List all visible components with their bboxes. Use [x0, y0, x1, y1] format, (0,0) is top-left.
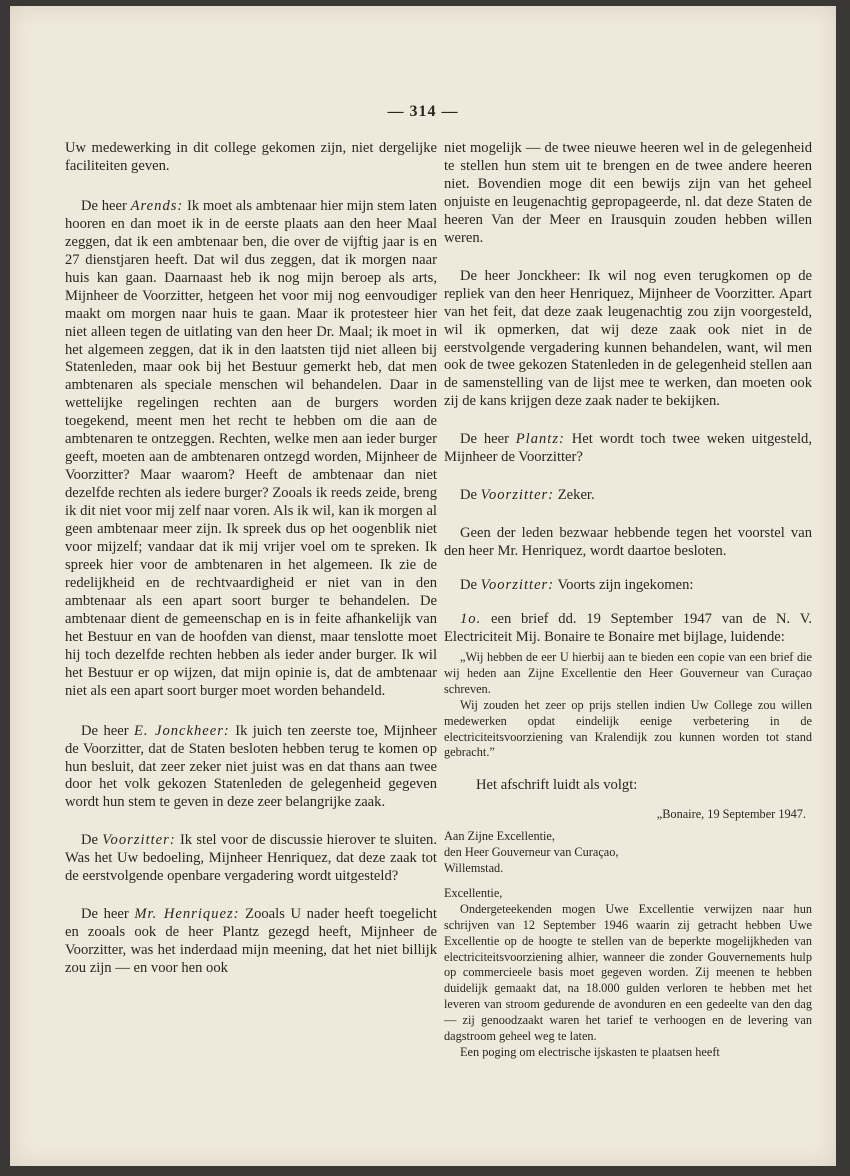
paragraph: De heer Arends: Ik moet als ambtenaar hier mijn stem laten hooren en dan moet ik in de eerste plaats aan den heer Maal zeggen, dat ik een ambtenaar ben, die over de vijftig jaar is en 27 dienstjaren heeft. Dat wil dus zeggen, dat ik morgen naar huis kan gaan. Daarnaast heb ik nog mijn beroep als arts, Mijnheer de Voorzitter, hetgeen het voor mij nog eenvoudiger maakt om morgen naar huis te gaan. Maar ik protesteer hier niet alleen tegen de uitlating van den heer Dr. Maal; ik moet in het algemeen zeggen, dat ik in den laatsten tijd niet alleen bij Statenleden, maar ook bij het Bestuur gemerkt heb, dat men ambtenaren als speciale menschen wil behandelen. Daar in wettelijke regelingen rechten aan de burgers worden toegekend, meent men het recht te hebben om die aan de ambtenaren te ontzeggen. Rechten, welke men aan ieder burger geeft, moeten aan de ambtenaren ontzegd worden, Mijnheer de Voorzitter? Maar waarom? Heeft de ambtenaar dan niet dezelfde rechten als iedere burger? Zooals ik reeds zeide, breng ik dit niet voor mij zelf naar voren. Als ik wil, kan ik morgen al geen ambtenaar meer zijn. Ik spreek dus op het oogenblik niet voor mijzelf; vandaar dat ik mij vrijer voel om te spreken. Ik spreek hier voor de ambtenaren in het algemeen. Ik zie de redelijkheid en de rechtvaardigheid er niet van in den ambtenaar als een apart soort burger te behandelen. De ambtenaar dient de gemeenschap en is in feite afhankelijk van het Bestuur en van de hoofden van dienst, maar tenslotte moet hij toch dezelfde rechten hebben als ieder ander burger. Ik wil het Bestuur er op wijzen, dat mijn opinie is, dat de ambtenaar niet als een apart soort burger moet worden behandeld.: [65, 197, 437, 699]
page-number: — 314 —: [387, 103, 459, 120]
letter-date: „Bonaire, 19 September 1947.: [656, 807, 806, 822]
paragraph: Uw medewerking in dit college gekomen zijn, niet dergelijke faciliteiten geven.: [65, 140, 437, 174]
quote-paragraph: „Wij hebben de eer U hierbij aan te bieden een copie van een brief die wij heden aan Zijne Excellentie den Heer Gouverneur van Curaçao schreven.: [444, 649, 812, 696]
letter-address: Willemstad.: [444, 860, 504, 875]
left-column: [65, 140, 437, 978]
quoted-letter: [444, 650, 812, 761]
quote-paragraph: Wij zouden het zeer op prijs stellen indien Uw College zou willen medewerken opdat eindelijk eenige verbetering in de electriciteitsvoorziening van Kralendijk zou kunnen worden tot stand gebracht.”: [444, 697, 812, 760]
paragraph: Het afschrift luidt als volgt:: [476, 777, 638, 794]
letter-salutation: Excellentie,: [444, 885, 503, 900]
speaker-name: Arends:: [130, 197, 184, 214]
document-page: [10, 6, 836, 1166]
copied-letter: [444, 807, 812, 1061]
paragraph: De Voorzitter: Voorts zijn ingekomen:: [460, 577, 694, 594]
speaker-name: Mr. Henriquez:: [134, 906, 240, 923]
speaker-name: Plantz:: [515, 431, 565, 448]
letter-body: Een poging om electrische ijskasten te plaatsen heeft: [460, 1044, 720, 1059]
speaker-name: Voorzitter:: [102, 832, 176, 849]
letter-body: Ondergeteekenden mogen Uwe Excellentie verwijzen naar hun schrijven van 12 September 1946 waarin zij getracht hebben Uwe Excellentie op de hoogte te stellen van de beperkte mogelijkheden van electriciteitsvoorziening alhier, wanneer die zonder Gouvernements hulp op commercieele basis moet gegeven worden. Zij meenen te hebben duidelijk gemaakt dat, na 18.000 gulden verloren te hebben met het leveren van stroom gedurende de avonduren en een gedeelte van den dag — zij genoodzaakt waren het tarief te verhoogen en de levering van dagstroom geheel weg te laten.: [444, 901, 812, 1044]
list-number: 1o.: [460, 611, 482, 628]
paragraph: 1o. een brief dd. 19 September 1947 van de N. V. Electriciteit Mij. Bonaire te Bonaire met bijlage, luidende:: [444, 611, 812, 646]
paragraph: De heer Plantz: Het wordt toch twee weken uitgesteld, Mijnheer de Voorzitter?: [444, 431, 812, 466]
speaker-name: E. Jonckheer:: [133, 722, 230, 739]
letter-address: den Heer Gouverneur van Curaçao,: [444, 845, 619, 860]
paragraph: Geen der leden bezwaar hebbende tegen het voorstel van den heer Mr. Henriquez, wordt daartoe besloten.: [444, 525, 812, 560]
paragraph: De heer E. Jonckheer: Ik juich ten zeerste toe, Mijnheer de Voorzitter, dat de Staten besloten hebben terug te komen op hun besluit, dat zeer zeker niet juist was en dat thans aan twee door het volk gekozen Statenleden de gelegenheid gegeven wordt hun stem te geven in deze zeer belangrijke zaak.: [65, 722, 437, 811]
speaker-name: Voorzitter:: [480, 487, 555, 504]
letter-address: Aan Zijne Excellentie,: [444, 829, 555, 844]
paragraph: De Voorzitter: Ik stel voor de discussie hierover te sluiten. Was het Uw bedoeling, Mijnheer Henriquez, dat deze zaak tot de eerstvolgende openbare vergadering wordt uitgesteld?: [65, 832, 437, 885]
paragraph: niet mogelijk — de twee nieuwe heeren wel in de gelegenheid te stellen hun stem uit te brengen en de twee andere heeren niet. Bovendien moge dit een bewijs zijn van het geheel onjuiste en leugenachtig gepropageerde, nl. dat deze Staten de heeren Van der Meer en Irausquin zouden hebben willen weren.: [444, 140, 812, 246]
speaker-name: Voorzitter:: [480, 577, 555, 594]
paragraph: De heer Mr. Henriquez: Zooals U nader heeft toegelicht en zooals ook de heer Plantz gezegd heeft, Mijnheer de Voorzitter, was het inderdaad mijn meening, dat het niet billijk zou zijn — en voor hen ook: [65, 906, 437, 977]
paragraph: De Voorzitter: Zeker.: [460, 487, 595, 504]
paragraph: De heer Jonckheer: Ik wil nog even terugkomen op de repliek van den heer Henriquez, Mijnheer de Voorzitter. Apart van het feit, dat deze zaak leugenachtig zou zijn voorgesteld, wil ik opmerken, dat wij deze zaak ook niet in de eerstvolgende vergadering kunnen behandelen, want, wil men ook de twee gekozen Statenleden in de gelegenheid stellen aan de samenstelling van de lijst mee te werken, dan moeten ook zij de kans krijgen deze zaak nader te bekijken.: [444, 267, 812, 410]
right-column: [444, 140, 812, 1061]
